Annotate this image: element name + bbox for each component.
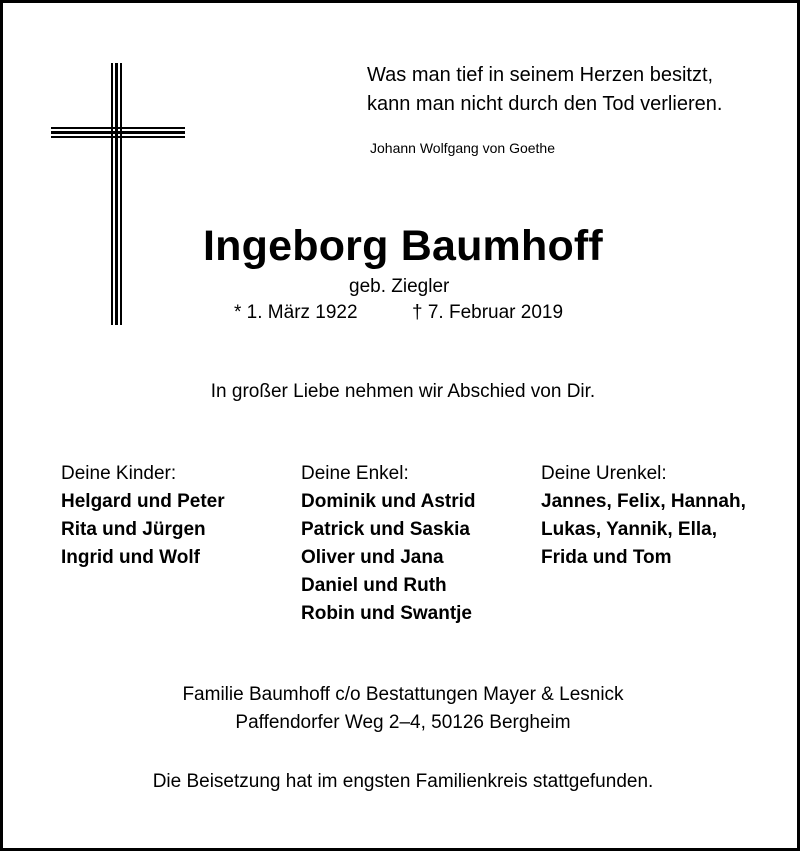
maiden-name: geb. Ziegler	[349, 276, 450, 297]
quote	[367, 61, 722, 119]
mourner-name: Rita und Jürgen	[61, 519, 206, 540]
mourner-name: Frida und Tom	[541, 547, 672, 568]
mourners-heading: Deine Kinder:	[61, 463, 177, 484]
mourner-name: Jannes, Felix, Hannah,	[541, 491, 746, 512]
birth-date: * 1. März 1922	[234, 302, 358, 323]
mourners-great-grandchildren	[541, 460, 746, 572]
mourners-heading: Deine Urenkel:	[541, 463, 667, 484]
mourner-name: Daniel und Ruth	[301, 575, 447, 596]
mourners-heading: Deine Enkel:	[301, 463, 409, 484]
farewell-text: In großer Liebe nehmen wir Abschied von Dir.	[210, 381, 596, 402]
mourner-name: Patrick und Saskia	[301, 519, 470, 540]
mourner-name: Dominik und Astrid	[301, 491, 476, 512]
mourner-name: Helgard und Peter	[61, 491, 225, 512]
mourner-name: Oliver und Jana	[301, 547, 444, 568]
quote-author: Johann Wolfgang von Goethe	[370, 140, 555, 156]
cross-icon	[51, 63, 185, 325]
death-date: † 7. Februar 2019	[412, 302, 564, 323]
address-line: Paffendorfer Weg 2–4, 50126 Bergheim	[235, 712, 571, 733]
contact-address	[3, 681, 800, 737]
mourners-children	[61, 460, 225, 572]
quote-line: Was man tief in seinem Herzen besitzt,	[367, 64, 714, 86]
mourners-grandchildren	[301, 460, 476, 628]
mourner-name: Lukas, Yannik, Ella,	[541, 519, 718, 540]
deceased-name: Ingeborg Baumhoff	[203, 222, 603, 270]
address-line: Familie Baumhoff c/o Bestattungen Mayer & Lesnick	[182, 684, 624, 705]
quote-line: kann man nicht durch den Tod verlieren.	[367, 93, 723, 115]
mourner-name: Ingrid und Wolf	[61, 547, 200, 568]
mourner-name: Robin und Swantje	[301, 603, 472, 624]
burial-note: Die Beisetzung hat im engsten Familienkreis stattgefunden.	[152, 771, 654, 792]
